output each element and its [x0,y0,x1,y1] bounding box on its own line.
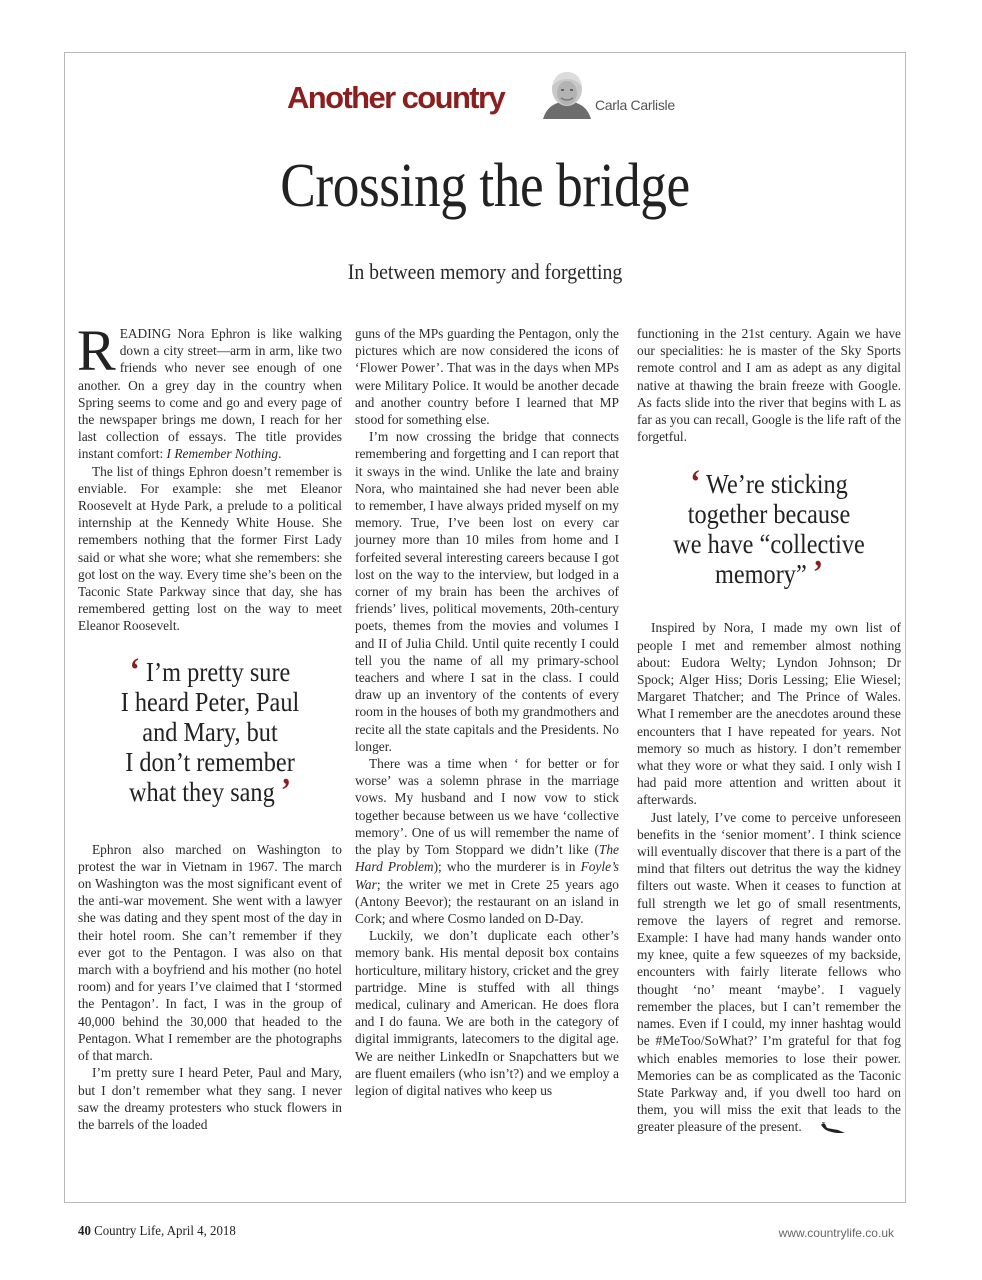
play-title: The Hard Problem [355,842,619,875]
publication-date: Country Life, April 4, 2018 [94,1224,236,1239]
author-name: Carla Carlisle [595,97,675,113]
standfirst: In between memory and forgetting [347,259,623,284]
pull-quote-line: I don’t remember [125,746,295,777]
paragraph-text: . [278,446,282,462]
footer-page-info [78,1224,236,1240]
pull-quote-2 [650,464,888,592]
website-link[interactable]: www.countrylife.co.uk [778,1226,894,1240]
masthead [65,53,905,115]
paragraph: Inspired by Nora, I made my own list of people I met and remember almost nothing about: Eudora Welty; Lyndon Johnson; Dr Spock; Alger Hiss; Doris Lessing; Elie Wiesel; Margaret Thatcher; and The Prince of Wales. What I remember are the anecdotes around these encounters that I have repeated for years. Not memory so much as history. I don’t remember what they wore or what they said. I only wish I had paid more attention and written about it afterwards. [637,620,901,808]
paragraph: guns of the MPs guarding the Pentagon, only the pictures which are now considered the icons of ‘Flower Power’. That was in the days when MPs were Military Police. It would be another decade and another country before I learned that MP stood for something else. [355,326,619,428]
pull-quote-text: what they sang [128,776,275,807]
pull-quote-line [650,554,888,592]
pull-quote-line [650,464,888,502]
article-frame [64,52,906,1203]
paragraph: Ephron also marched on Washington to protest the war in Vietnam in 1967. The march on Washington was the most significant event of the anti-war movement. She went with a lawyer she was dating and they spent most of the day in their hotel room. She can’t remember if they ever got to the Pentagon. I was also on that march with a boyfriend and his mother (no hotel room) and for years I’ve claimed that I ‘stormed the Pentagon’. In fact, I was in the group of 40,000 behind the 30,000 that headed to the Pentagon. What I remember are the photographs of that march. [78,841,342,1064]
paragraph-text: There was a time when ‘ for better or for worse’ was a solemn phrase in the marriage vows. My husband and I now vow to stick together because between us we have ‘collective memory’. One of us will remember the name of the play by Tom Stoppard we didn’t like ( [355,756,619,858]
paragraph-text: EADING Nora Ephron is like walking down a city street—arm in arm, like two friends who never see enough of one another. On a grey day in the country when Spring seems to come and go and every page of the newspaper brings me down, I reach for her last collection of essays. The title provides instant comfort: [78,326,342,462]
pull-quote-text: We’re sticking [706,469,848,500]
paragraph [637,809,901,1139]
article-column-2 [355,325,619,1099]
headline: Crossing the bridge [280,152,690,220]
paragraph: functioning in the 21st century. Again we have our specialities: he is master of the Sky Sports remote control and I am as adept as any digital native at thawing the brain freeze with Google. As facts slide into the river that begins with L as far as you can recall, Google is the life raft of the forgetful. [637,326,901,445]
article-column-3 [637,325,901,1139]
paragraph: I’m pretty sure I heard Peter, Paul and Mary, but I don’t remember what they sang. I never saw the dreamy protesters who stuck flowers in the barrels of the loaded [78,1065,342,1132]
paragraph-text: Just lately, I’ve come to perceive unforeseen benefits in the ‘senior moment’. I think science will eventually discover that there is a part of the mind that filters out detritus the way the kidney filters out waste. When it ceases to function at full strength we let go of small resentments, remove the layers of regret and remorse. Example: I have had many hands wander onto my knee, quite a few squeezes of my backside, encounters with fairly literate fellows who thought ‘no’ meant ‘maybe’. I vaguely remember the places, but I can’t remember the names. Even if I could, my inner hashtag would be #MeToo/SoWhat?’ I’m grateful for that fog which enables memories to lose their power. Memories can be as complicated as the Taconic State Parkway and, if you dwell too hard on them, you will miss the exit that leads to the greater pleasure of the present. [637,809,901,1135]
close-quote-icon: ’ [280,771,292,809]
paragraph-text: ; the writer we met in Crete 25 years ago (Antony Beevor); the restaurant on an island in Cork; and where Cosmo landed on D-Day. [355,876,619,926]
pull-quote-text: memory” [714,559,807,590]
paragraph [77,318,342,463]
column-name: Another country [287,80,505,115]
peacock-icon [806,1121,846,1138]
pull-quote-line [91,651,329,689]
open-quote-icon: ‘ [129,651,140,689]
drop-cap: R [77,318,116,383]
pull-quote-text: I’m pretty sure [145,656,291,687]
author-photo [539,69,595,119]
book-title: I Remember Nothing [166,446,279,462]
pull-quote-line: I heard Peter, Paul [120,686,300,717]
page-number: 40 [78,1224,91,1239]
pull-quote-line: and Mary, but [142,716,278,747]
open-quote-icon: ‘ [690,464,701,502]
paragraph-text: ); who the murderer is in [433,859,581,875]
paragraph: I’m now crossing the bridge that connects remembering and forgetting and I can report that it sways in the wind. Unlike the late and brainy Nora, who maintained she had never been able to remember, I have always prided myself on my memory. True, I’ve been lost on every car journey more than 10 miles from home and I forfeited several interesting careers because I got lost on the way to the interview, but lodged in a corner of my brain has been the archives of friends’ lives, political movements, 20th-century poets, themes from the movies and volumes I and II of Julia Child. Until quite recently I could tell you the name of all my primary-school teachers and where I sat in the class. I could draw up an inventory of the contents of every room in the houses of both my grandmothers and recite all the state capitals and the Presidents. No longer. [355,429,619,754]
pull-quote-line: we have “collective [673,529,865,560]
pull-quote-line: together because [687,499,851,530]
paragraph: The list of things Ephron doesn’t remember is enviable. For example: she met Eleanor Roosevelt at Hyde Park, a prelude to a political internship at the Kennedy White House. She remembers nothing that the former First Lady said or what she wore; what she remembers: she got lost on the way. Every time she’s been on the Taconic State Parkway since that day, she has remembered getting lost on the way to meet Eleanor Roosevelt. [78,463,342,634]
paragraph [355,755,619,927]
close-quote-icon: ’ [812,554,824,592]
article-column-1 [77,318,342,1133]
tv-title: Foyle’s War [355,859,619,892]
paragraph: Luckily, we don’t duplicate each other’s memory bank. His mental deposit box contains horticulture, military history, cricket and the grey partridge. Mine is stuffed with all things medical, culinary and American. He does flora and I do fauna. We are both in the category of digital immigrants, latecomers to the digital age. We are neither LinkedIn or Snapchatters but we are fluent emailers (who isn’t?) and we employ a legion of digital natives who keep us [355,928,619,1098]
author-portrait-icon [539,69,595,119]
pull-quote-1 [91,651,329,809]
pull-quote-line [91,771,329,809]
